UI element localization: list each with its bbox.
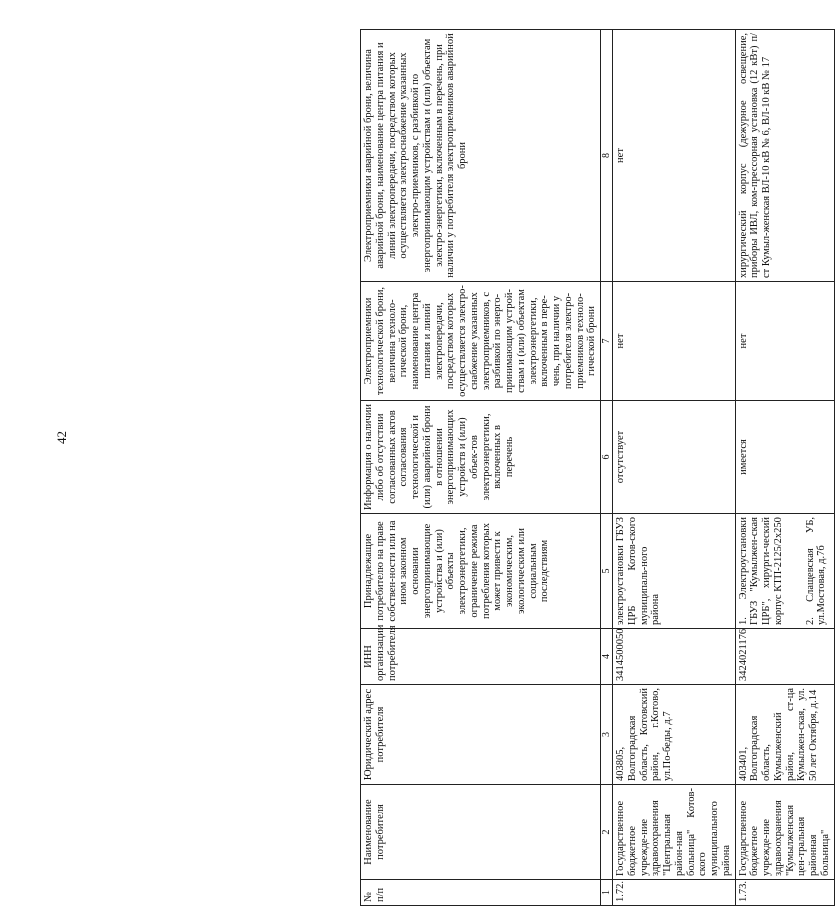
column-number: 5 bbox=[601, 514, 613, 629]
column-number: 8 bbox=[601, 30, 613, 282]
consumers-table bbox=[360, 29, 835, 906]
acts-info: отсутствует bbox=[613, 401, 736, 514]
column-number: 1 bbox=[601, 880, 613, 906]
header-cell: ИНН организации потребителя bbox=[361, 629, 601, 685]
consumer-name: Государственное бюджетное учрежде-ние здравоохранения "Кумылженская цен-тральная районная больница" bbox=[735, 785, 834, 880]
consumer-inn: 3414500050 bbox=[613, 629, 736, 685]
tech-reserve: нет bbox=[613, 282, 736, 401]
acts-info: имеется bbox=[735, 401, 834, 514]
header-cell: Электроприемники аварийной брони, величина аварийной брони, наименование центра питания и линий электропередачи, посредством которых осуществляется электроснабжение указанных электро-приемников, с разбивкой по энергопринимающим устройствам и (или) объектам электро-энергетики, включенным в перечень, при наличии у потребителя электроприемников аварийной брони bbox=[361, 30, 601, 282]
consumer-devices bbox=[735, 514, 834, 629]
table-row bbox=[613, 30, 736, 906]
row-number: 1.73. bbox=[735, 880, 834, 906]
rotated-table-container bbox=[360, 30, 831, 906]
table-row bbox=[735, 30, 834, 906]
consumer-address: 403401, Волгоградская область, Кумылженский район, ст-ца Кумылжен-ская, ул. 50 лет Октября, д.14 bbox=[735, 685, 834, 785]
header-cell: Электроприемники технологической брони, величина техноло-гической брони, наименование центра питания и линий электропередачи, посредством которых осуществляется электро-снабжение указанных электроприемников, с разбивкой по энерго-принимающим устрой-ствам и (или) объектам электроэнергетики, включенным в пере-чень, при наличии у потребителя электро-приемников техноло-гической брони bbox=[361, 282, 601, 401]
emergency-reserve: нет bbox=[613, 30, 736, 282]
header-cell: № п/п bbox=[361, 880, 601, 906]
consumer-devices bbox=[613, 514, 736, 629]
page-number: 42 bbox=[54, 431, 69, 444]
device-item: 1. Электроустановки ГБУЗ "Кумылжен-ская ЦРБ", хирурги-ческий корпус КТП-2125/2х250 bbox=[737, 517, 784, 625]
column-number: 4 bbox=[601, 629, 613, 685]
row-number: 1.72. bbox=[613, 880, 736, 906]
tech-reserve: нет bbox=[735, 282, 834, 401]
consumer-name: Государственное бюджетное учрежде-ние здравоохранения "Центральная район-ная больница" Котов-ского муниципального района bbox=[613, 785, 736, 880]
header-cell: Информация о наличии либо об отсутствии согласованных актов согласования технологической и (или) аварийной брони в отношении энергопринимающих устройств и (или) объек-тов электроэнергетики, включенных в перечень bbox=[361, 401, 601, 514]
header-row bbox=[361, 30, 601, 906]
consumer-address: 403805, Волгоградская область, Котовский район, г.Котово, ул.По-беды, д.7 bbox=[613, 685, 736, 785]
column-number: 6 bbox=[601, 401, 613, 514]
column-number: 7 bbox=[601, 282, 613, 401]
column-number: 2 bbox=[601, 785, 613, 880]
consumer-inn: 3424021176 bbox=[735, 629, 834, 685]
column-number: 3 bbox=[601, 685, 613, 785]
header-cell: Принадлежащие потребителю на праве собствен-ности или на ином законном основании энергопринимающие устройства и (или) объекты электроэнергетики, ограничение режима потребления которых может привести к экономическим, экологическим или социальным последствиям bbox=[361, 514, 601, 629]
column-number-row bbox=[601, 30, 613, 906]
device-item: электроустановки ГБУЗ ЦРБ Котов-ского муниципаль-ного района bbox=[615, 517, 662, 625]
header-cell: Наименование потребителя bbox=[361, 785, 601, 880]
device-item: 2. Слащевская УБ, ул.Мостовая, д.7б bbox=[804, 517, 828, 625]
header-cell: Юридический адрес потребителя bbox=[361, 685, 601, 785]
emergency-reserve: хирургический корпус (дежурное освещение, приборы ИВЛ, ком-прессорная установка (12 кВт) п/ст Кумыл-женская ВЛ-10 кВ № 6, ВЛ-10 кВ № 17 bbox=[735, 30, 834, 282]
